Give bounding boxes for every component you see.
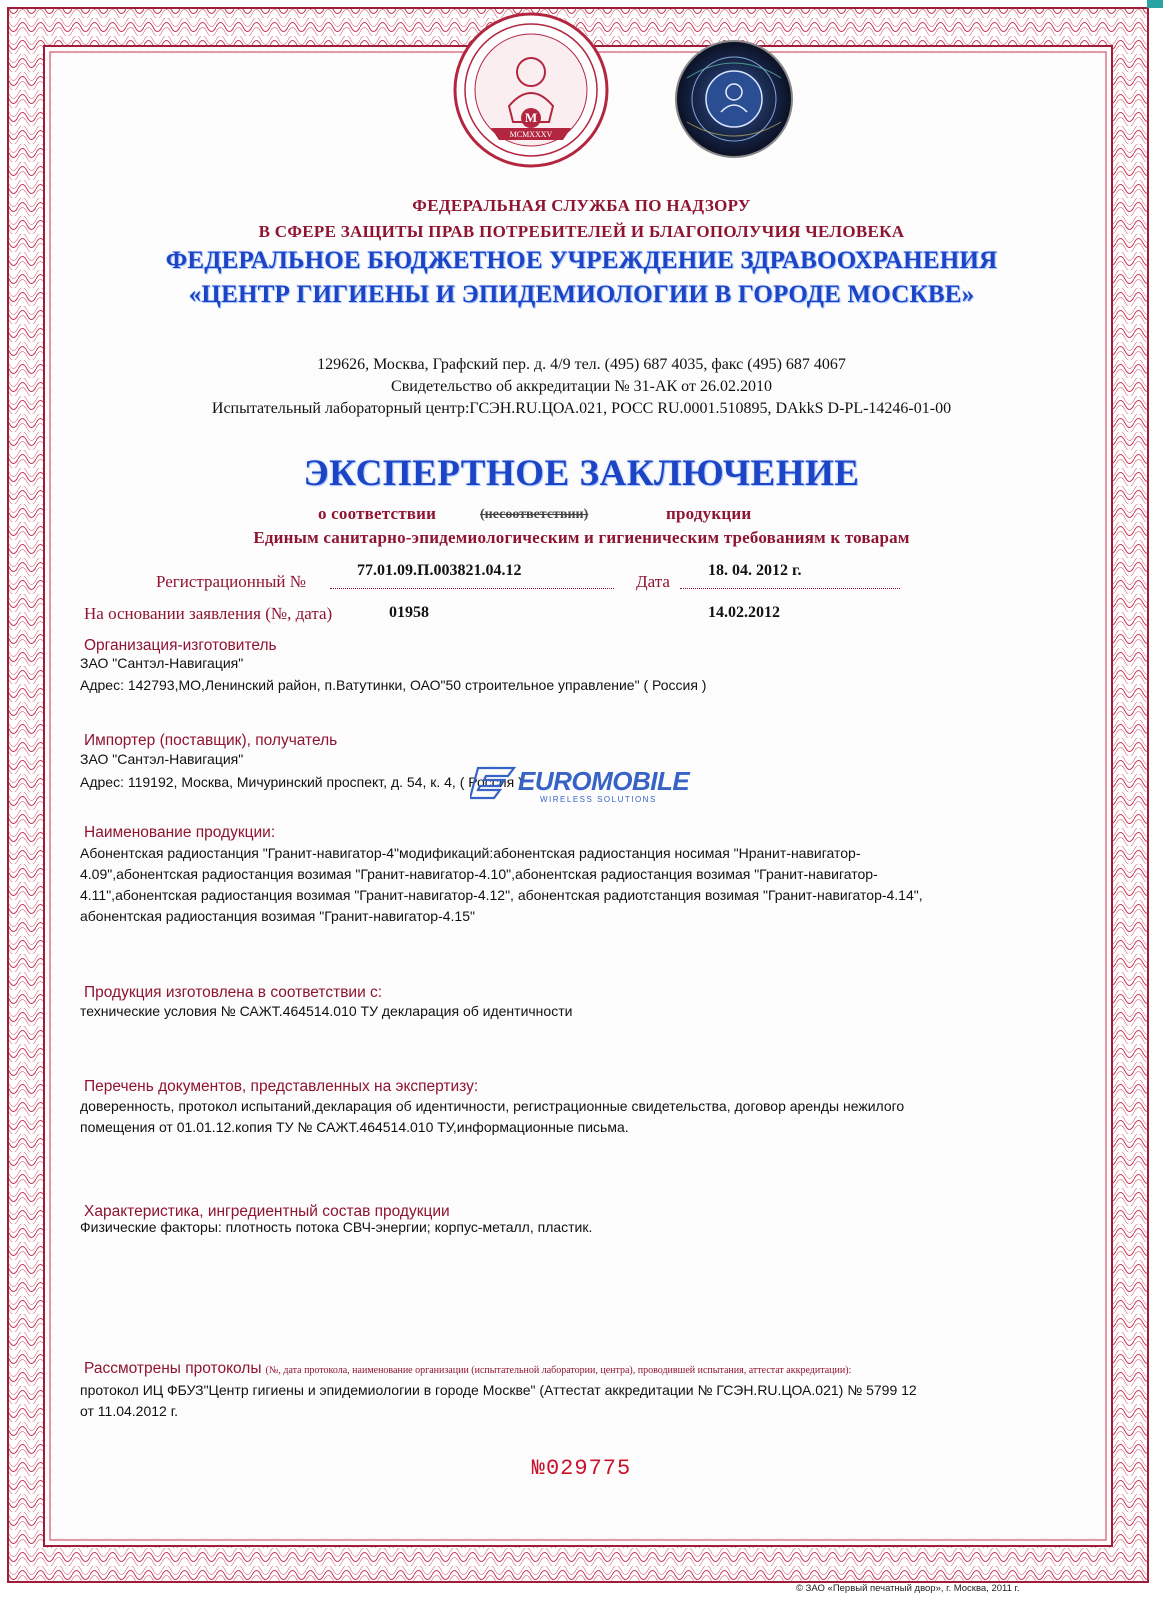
institution-address: 129626, Москва, Графский пер. д. 4/9 тел. (495) 687 4035, факс (495) 687 4067: [317, 356, 846, 373]
product-description: [80, 843, 1080, 927]
manufacturer-name: ЗАО "Сантэл-Навигация": [80, 655, 244, 671]
protocols-list: [80, 1380, 1080, 1422]
agency-line-2: В СФЕРЕ ЗАЩИТЫ ПРАВ ПОТРЕБИТЕЛЕЙ И БЛАГОПОЛУЧИЯ ЧЕЛОВЕКА: [258, 222, 905, 241]
product-label: Наименование продукции:: [84, 824, 276, 841]
protocols-line: протокол ИЦ ФБУЗ"Центр гигиены и эпидемиологии в городе Москве" (Аттестат аккредитации № ГСЭН.RU.ЦОА.021) № 5799 12: [80, 1382, 917, 1398]
application-date: 14.02.2012: [708, 604, 780, 621]
accreditation-certificate: Свидетельство об аккредитации № 31-АК от 26.02.2010: [391, 378, 772, 395]
euromobile-logo-icon: [470, 766, 516, 800]
protocols-heading: [84, 1360, 851, 1378]
euromobile-logo-name: EUROMOBILE: [518, 766, 690, 796]
application-label: На основании заявления (№, дата): [84, 604, 333, 623]
title-sub-after: продукции: [666, 504, 752, 523]
lab-center: Испытательный лабораторный центр:ГСЭН.RU.ЦОА.021, РОСС RU.0001.510895, DAkkS D-PL-14246-01-00: [211, 400, 952, 417]
institution-line-2: «ЦЕНТР ГИГИЕНЫ И ЭПИДЕМИОЛОГИИ В ГОРОДЕ МОСКВЕ»: [188, 281, 975, 308]
registration-number: 77.01.09.П.003821.04.12: [357, 562, 522, 579]
hologram-sticker: [673, 38, 795, 160]
title-sub-struck: (несоответствии): [480, 507, 589, 522]
documents-label: Перечень документов, представленных на экспертизу:: [84, 1078, 479, 1095]
registration-label: Регистрационный №: [156, 572, 306, 591]
product-line: 4.09",абонентская радиостанция возимая "Гранит-навигатор-4.10",абонентская радиостанция возимая "Гранит-навигатор-: [80, 866, 878, 882]
protocols-line: от 11.04.2012 г.: [80, 1403, 178, 1419]
protocols-label: Рассмотрены протоколы: [84, 1360, 262, 1377]
registration-date: 18. 04. 2012 г.: [708, 562, 802, 579]
protocols-note: (№, дата протокола, наименование организации (испытательной лаборатории, центра), проводившей испытания, аттестат аккредитации):: [265, 1365, 852, 1376]
product-line: 4.11",абонентская радиостанция возимая "Гранит-навигатор-4.12", абонентская радиотстанция возимая "Гранит-навигатор-4.14",: [80, 887, 923, 903]
documents-line: доверенность, протокол испытаний,декларация об идентичности, регистрационные свидетельства, договор аренды нежилого: [80, 1098, 905, 1114]
title-sub-line-2: Единым санитарно-эпидемиологическим и гигиеническим требованиям к товарам: [253, 528, 910, 547]
institution-line-1: ФЕДЕРАЛЬНОЕ БЮДЖЕТНОЕ УЧРЕЖДЕНИЕ ЗДРАВООХРАНЕНИЯ: [165, 247, 998, 274]
euromobile-logo: [470, 762, 690, 808]
seal-letter: M: [524, 110, 538, 125]
characteristics-text: Физические факторы: плотность потока СВЧ-энергии; корпус-металл, пластик.: [80, 1219, 593, 1235]
form-number: №029775: [531, 1456, 632, 1481]
manufacturer-label: Организация-изготовитель: [84, 637, 277, 654]
importer-name: ЗАО "Сантэл-Навигация": [80, 751, 244, 767]
characteristics-label: Характеристика, ингредиентный состав продукции: [84, 1203, 450, 1220]
importer-address: Адрес: 119192, Москва, Мичуринский проспект, д. 54, к. 4, ( Россия ): [80, 774, 523, 790]
printer-note: © ЗАО «Первый печатный двор», г. Москва, 2011 г.: [796, 1583, 1020, 1594]
manufacturer-address: Адрес: 142793,МО,Ленинский район, п.Ватутинки, ОАО"50 строительное управление" ( Россия ): [80, 677, 707, 693]
euromobile-logo-tagline: WIRELESS SOLUTIONS: [540, 795, 657, 804]
seal-year: MCMXXXV: [509, 130, 553, 139]
corner-mark: [1147, 0, 1163, 8]
registration-date-label: Дата: [636, 572, 670, 591]
application-number: 01958: [389, 604, 429, 621]
emblem-seal: [451, 10, 611, 170]
product-line: абонентская радиостанция возимая "Гранит-навигатор-4.15": [80, 908, 475, 924]
product-line: Абонентская радиостанция "Гранит-навигатор-4"модификаций:абонентская радиостанция носимая "Нранит-навигатор-: [80, 845, 861, 861]
conformity-text: технические условия № САЖТ.464514.010 ТУ декларация об идентичности: [80, 1003, 573, 1019]
title-sub-before: о соответствии: [318, 504, 437, 523]
conformity-label: Продукция изготовлена в соответствии с:: [84, 984, 383, 1001]
document-title: ЭКСПЕРТНОЕ ЗАКЛЮЧЕНИЕ: [303, 453, 860, 494]
documents-line: помещения от 01.01.12.копия ТУ № САЖТ.464514.010 ТУ,информационные письма.: [80, 1119, 629, 1135]
agency-line-1: ФЕДЕРАЛЬНАЯ СЛУЖБА ПО НАДЗОРУ: [412, 196, 751, 215]
documents-list: [80, 1096, 1080, 1138]
importer-label: Импортер (поставщик), получатель: [84, 732, 338, 749]
